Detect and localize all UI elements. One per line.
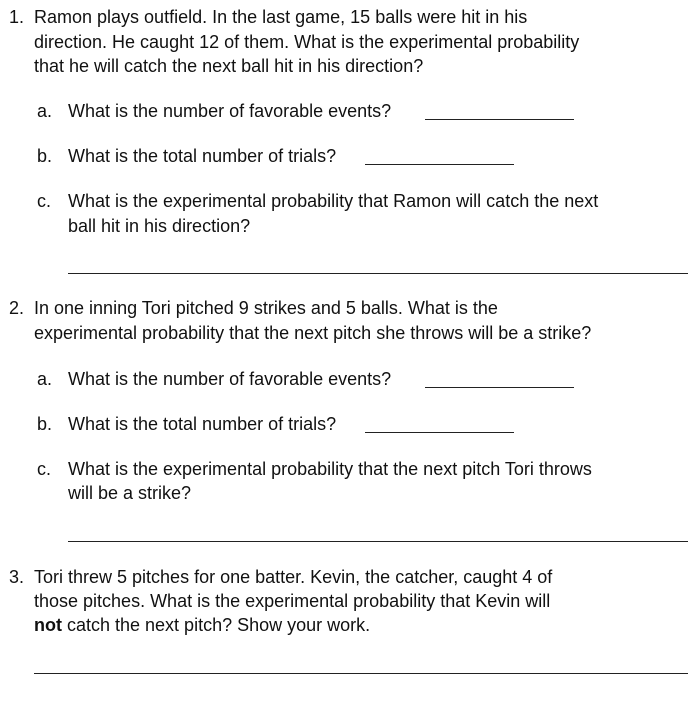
q1-line-3: that he will catch the next ball hit in his direction? [34, 56, 424, 76]
q1-line-1: Ramon plays outfield. In the last game, 15 balls were hit in his [34, 7, 528, 27]
q2c-answer-line[interactable] [68, 541, 688, 542]
q1b-letter: b. [37, 146, 53, 166]
q3-line-1: Tori threw 5 pitches for one batter. Kevin, the catcher, caught 4 of [34, 567, 553, 587]
q2c-line-2: will be a strike? [68, 483, 192, 503]
q2c-letter: c. [37, 459, 52, 479]
q1a-answer-blank[interactable] [425, 119, 574, 120]
q1b-text: What is the total number of trials? [68, 146, 337, 166]
q2-line-2: experimental probability that the next pitch she throws will be a strike? [34, 323, 592, 343]
q3-bold-not: not [34, 615, 62, 635]
q1c-line-2: ball hit in his direction? [68, 216, 251, 236]
q3-number: 3. [9, 567, 25, 587]
q2b-answer-blank[interactable] [365, 432, 514, 433]
q1c-answer-line[interactable] [68, 273, 688, 274]
q2c-line-1: What is the experimental probability that the next pitch Tori throws [68, 459, 592, 479]
q2-line-1: In one inning Tori pitched 9 strikes and 5 balls. What is the [34, 298, 498, 318]
q3-line-3-rest: catch the next pitch? Show your work. [61, 615, 371, 635]
q1-number: 1. [9, 7, 25, 27]
q2-number: 2. [9, 298, 25, 318]
q2b-letter: b. [37, 414, 53, 434]
q3-answer-line[interactable] [34, 673, 688, 674]
q1b-answer-blank[interactable] [365, 164, 514, 165]
q1c-line-1: What is the experimental probability that Ramon will catch the next [68, 191, 599, 211]
q1a-text: What is the number of favorable events? [68, 101, 392, 121]
q1c-letter: c. [37, 191, 52, 211]
q1-line-2: direction. He caught 12 of them. What is the experimental probability [34, 32, 580, 52]
q2a-answer-blank[interactable] [425, 387, 574, 388]
q2a-letter: a. [37, 369, 53, 389]
q3-line-2: those pitches. What is the experimental probability that Kevin will [34, 591, 551, 611]
q2a-text: What is the number of favorable events? [68, 369, 392, 389]
q3-line-3 [34, 614, 370, 636]
q1a-letter: a. [37, 101, 53, 121]
q2b-text: What is the total number of trials? [68, 414, 337, 434]
